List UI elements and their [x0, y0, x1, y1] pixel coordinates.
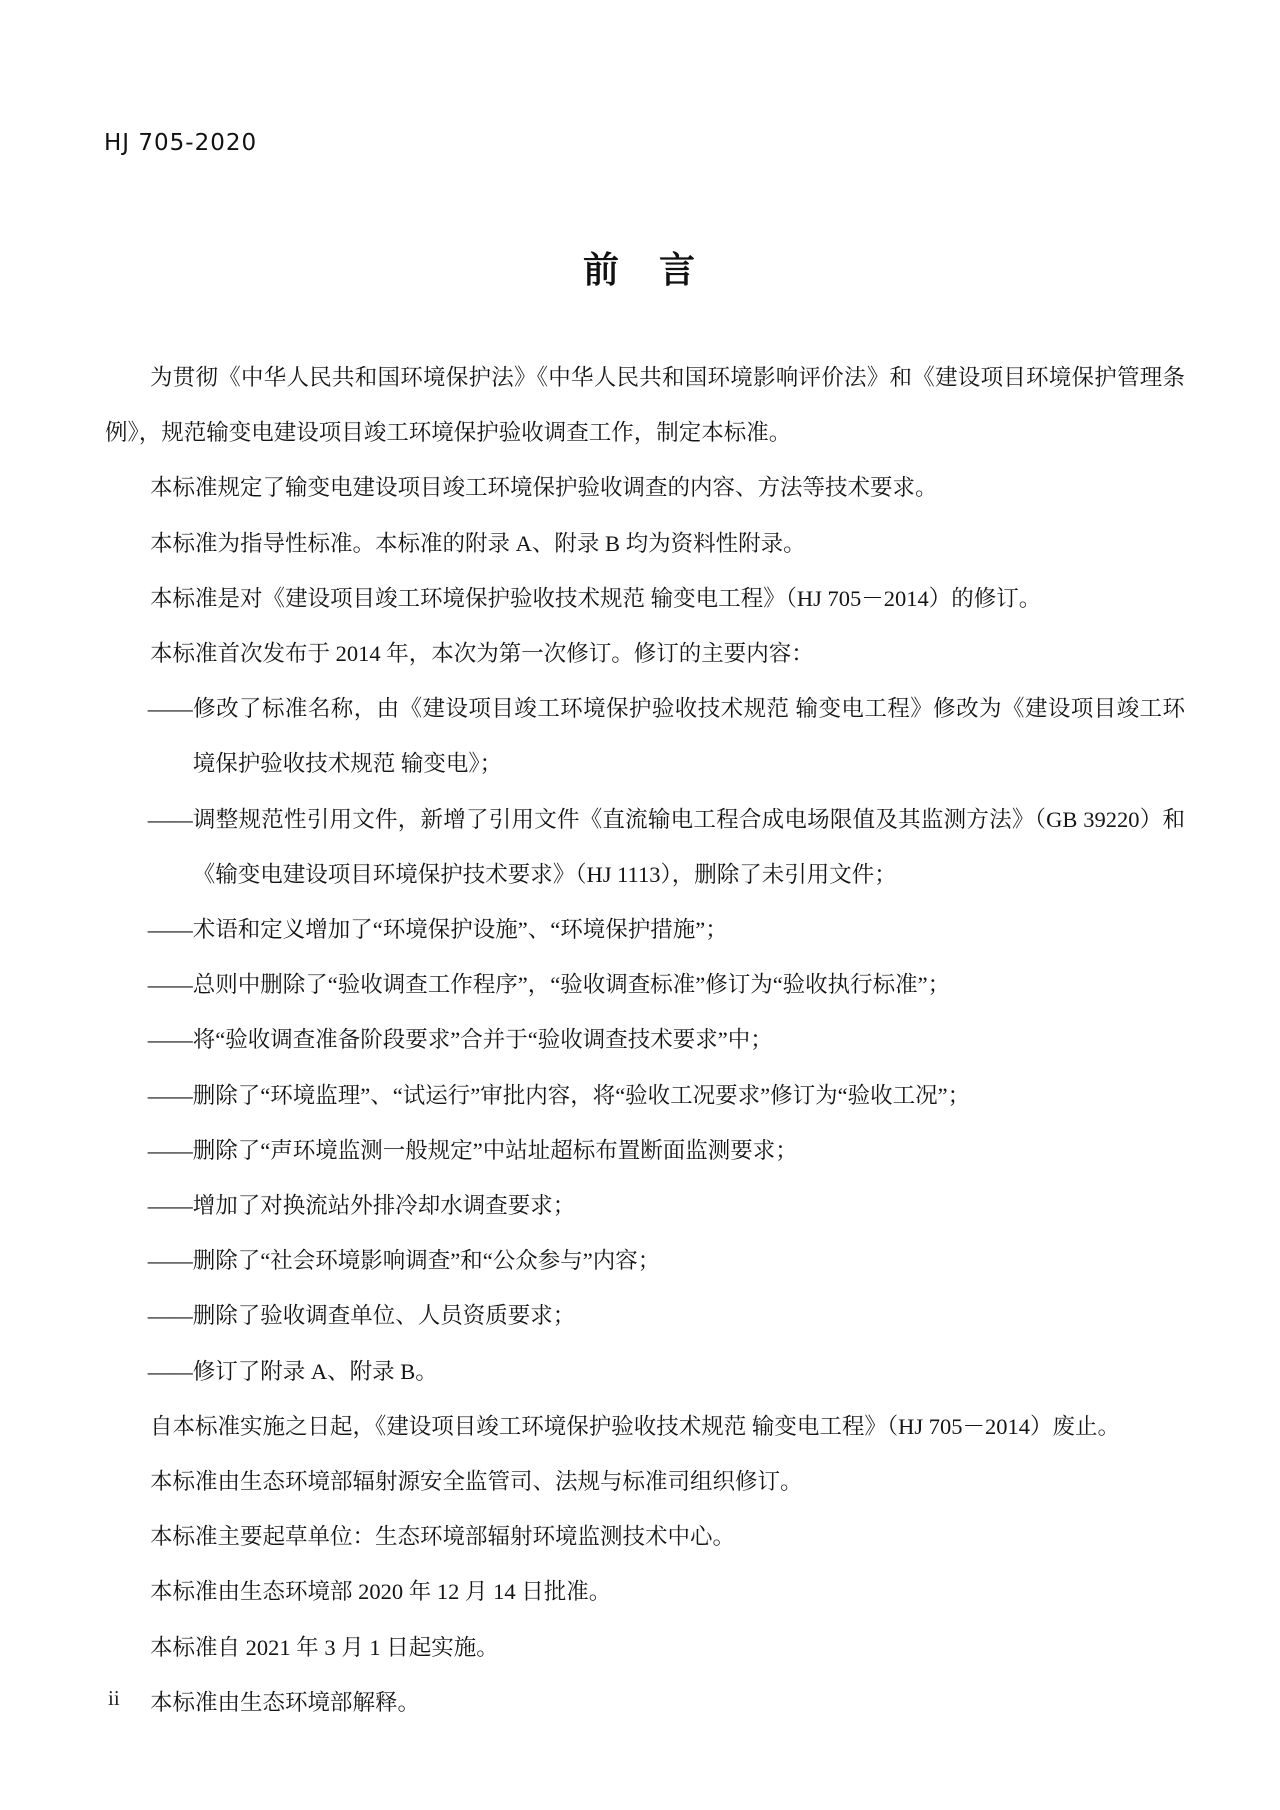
revision-list-item: ——增加了对换流站外排冷却水调查要求；: [147, 1193, 576, 1219]
paragraph: 自本标准实施之日起，《建设项目竣工环境保护验收技术规范 输变电工程》（HJ 705－2014）废止。: [150, 1413, 1121, 1439]
paragraph: 本标准首次发布于 2014 年，本次为第一次修订。修订的主要内容：: [150, 641, 814, 667]
paragraph: 本标准由生态环境部 2020 年 12 月 14 日批准。: [150, 1579, 612, 1605]
revision-list-item: ——调整规范性引用文件，新增了引用文件《直流输电工程合成电场限值及其监测方法》（GB 39220）和《输变电建设项目环境保护技术要求》（HJ 1113），删除了未引用文件；: [147, 806, 1185, 887]
document-body: [105, 350, 1185, 1730]
paragraph: 本标准是对《建设项目竣工环境保护验收技术规范 输变电工程》（HJ 705－2014）的修订。: [150, 585, 1042, 611]
revision-list-item: ——删除了“环境监理”、“试运行”审批内容，将“验收工况要求”修订为“验收工况”；: [147, 1082, 971, 1108]
paragraph: 本标准为指导性标准。本标准的附录 A、附录 B 均为资料性附录。: [150, 530, 806, 556]
revision-list-item: ——删除了“社会环境影响调查”和“公众参与”内容；: [147, 1248, 661, 1274]
page-title: 前 言: [582, 250, 697, 292]
standard-code: HJ 705-2020: [104, 130, 258, 156]
revision-list-item: ——将“验收调查准备阶段要求”合并于“验收调查技术要求”中；: [147, 1027, 773, 1053]
revision-list-item: ——修改了标准名称，由《建设项目竣工环境保护验收技术规范 输变电工程》修改为《建设项目竣工环境保护验收技术规范 输变电》；: [147, 696, 1185, 777]
paragraph: 为贯彻《中华人民共和国环境保护法》《中华人民共和国环境影响评价法》和《建设项目环境保护管理条例》，规范输变电建设项目竣工环境保护验收调查工作，制定本标准。: [105, 365, 1185, 446]
page-number: ii: [108, 1686, 120, 1710]
paragraph: 本标准由生态环境部解释。: [150, 1689, 421, 1715]
paragraph: 本标准主要起草单位：生态环境部辐射环境监测技术中心。: [150, 1524, 736, 1550]
revision-list-item: ——总则中删除了“验收调查工作程序”，“验收调查标准”修订为“验收执行标准”；: [147, 972, 951, 998]
revision-list-item: ——术语和定义增加了“环境保护设施”、“环境保护措施”；: [147, 917, 728, 943]
paragraph: 本标准规定了输变电建设项目竣工环境保护验收调查的内容、方法等技术要求。: [150, 475, 938, 501]
revision-list-item: ——删除了验收调查单位、人员资质要求；: [147, 1303, 576, 1329]
paragraph: 本标准由生态环境部辐射源安全监管司、法规与标准司组织修订。: [150, 1469, 803, 1495]
paragraph: 本标准自 2021 年 3 月 1 日起实施。: [150, 1634, 499, 1660]
revision-list-item: ——修订了附录 A、附录 B。: [147, 1358, 438, 1384]
revision-list-item: ——删除了“声环境监测一般规定”中站址超标布置断面监测要求；: [147, 1137, 798, 1163]
